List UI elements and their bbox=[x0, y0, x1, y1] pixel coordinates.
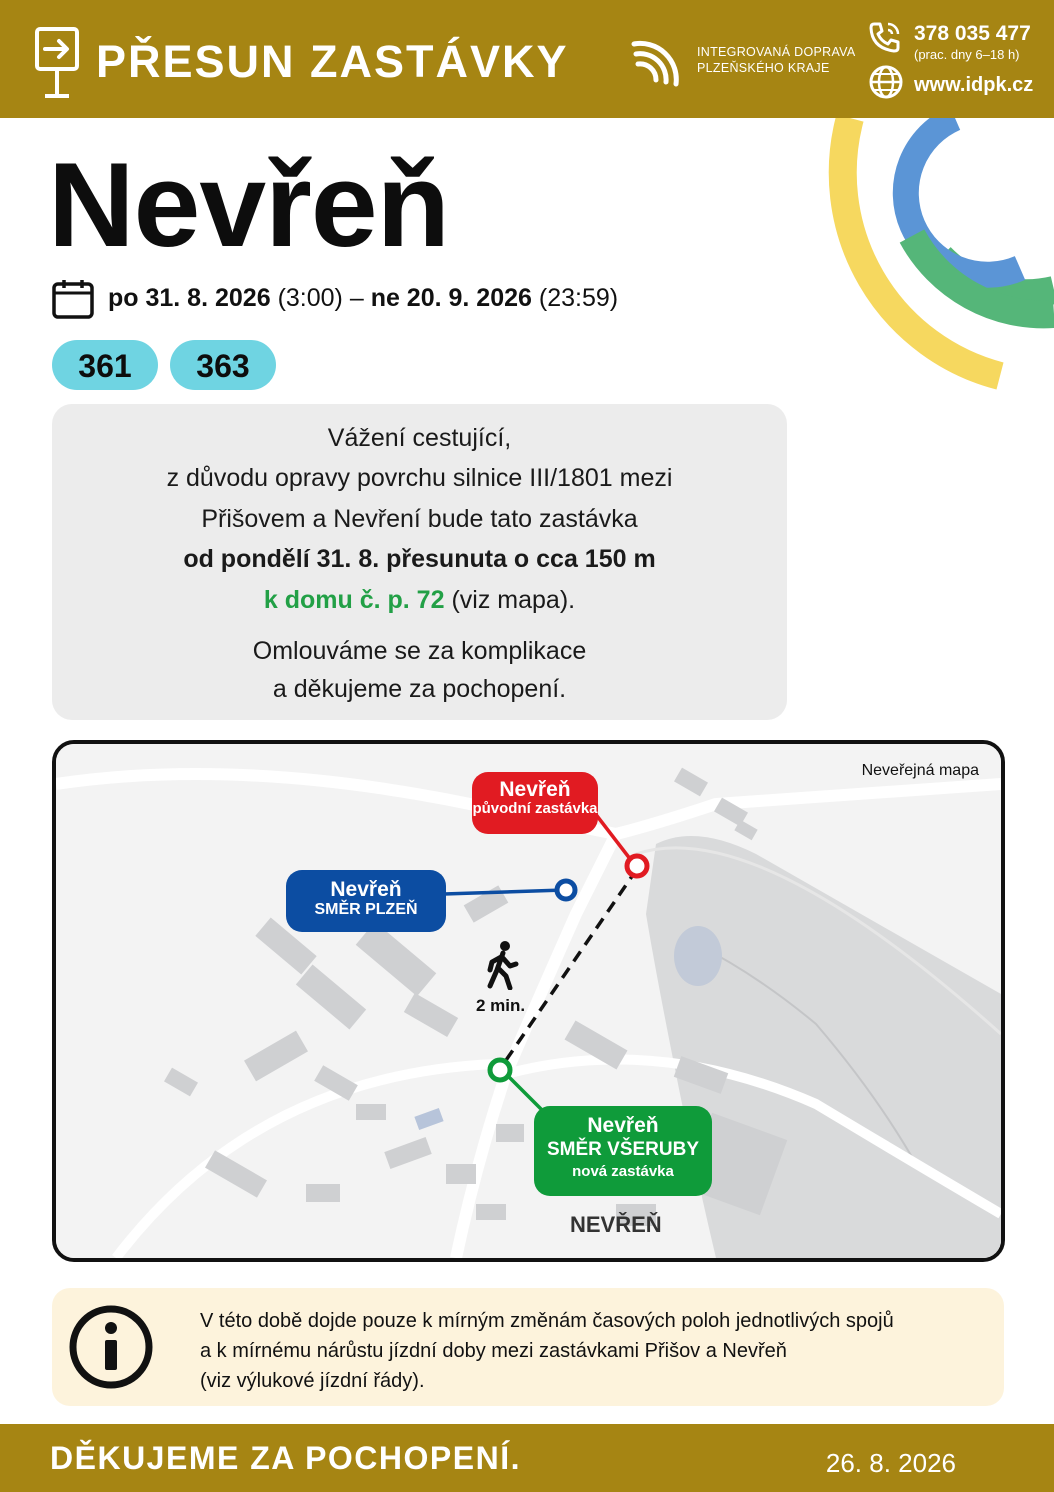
from-time: (3:00) bbox=[277, 284, 343, 312]
stop-plzen-label bbox=[286, 870, 446, 932]
date-dash: – bbox=[349, 284, 364, 312]
stop-name: Nevřeň bbox=[48, 138, 449, 272]
notice-line-2: z důvodu opravy povrchu silnice III/1801 mezi bbox=[166, 464, 673, 492]
footer-date: 26. 8. 2026 bbox=[825, 1448, 956, 1478]
new-stop-sublabel: nová zastávka bbox=[572, 1162, 674, 1180]
website-link[interactable]: www.idpk.cz bbox=[914, 74, 1034, 96]
from-date: po 31. 8. 2026 bbox=[108, 284, 271, 312]
phone-hours: (prac. dny 6–18 h) bbox=[914, 47, 1020, 62]
original-stop-label bbox=[472, 772, 598, 834]
notice-line-5 bbox=[52, 586, 787, 615]
info-icon bbox=[68, 1304, 154, 1390]
notice-line-6: Omlouváme se za komplikace bbox=[252, 637, 587, 665]
logo-line-1: INTEGROVANÁ DOPRAVA bbox=[697, 45, 856, 59]
line-badge-361: 361 bbox=[52, 340, 158, 390]
original-stop-sublabel: původní zastávka bbox=[472, 800, 598, 818]
idpk-logo-text bbox=[697, 44, 856, 76]
to-date: ne 20. 9. 2026 bbox=[370, 284, 532, 312]
stop-plzen-name: Nevřeň bbox=[330, 878, 402, 901]
decorative-arcs bbox=[800, 118, 1054, 398]
logo-line-2: PLZEŇSKÉHO KRAJE bbox=[697, 61, 830, 75]
stop-plzen-direction: SMĚR PLZEŇ bbox=[314, 901, 418, 919]
notice-line-7: a děkujeme za pochopení. bbox=[272, 675, 567, 703]
footer-bar bbox=[0, 1424, 1054, 1492]
info-line-1: V této době dojde pouze k mírným změnám časových poloh jednotlivých spojů bbox=[200, 1310, 894, 1332]
new-stop-direction: SMĚR VŠERUBY bbox=[546, 1139, 700, 1161]
new-location-text: k domu č. p. 72 bbox=[263, 586, 445, 614]
calendar-icon bbox=[51, 278, 95, 320]
phone-icon bbox=[868, 20, 902, 54]
notice-line-4: od pondělí 31. 8. přesunuta o cca 150 m bbox=[183, 545, 656, 573]
info-line-2: a k mírnému nárůstu jízdní doby mezi zastávkami Přišov a Nevřeň bbox=[200, 1340, 787, 1362]
notice-line-1: Vážení cestující, bbox=[327, 424, 512, 452]
line-badge-363: 363 bbox=[170, 340, 276, 390]
idpk-logo-icon bbox=[626, 30, 688, 92]
new-stop-name: Nevřeň bbox=[587, 1114, 659, 1137]
map-note: Neveřejná mapa bbox=[861, 762, 979, 779]
notice-box bbox=[52, 404, 787, 720]
info-line-3: (viz výlukové jízdní řády). bbox=[200, 1370, 425, 1392]
map-panel bbox=[52, 740, 1005, 1262]
walk-time: 2 min. bbox=[476, 996, 526, 1015]
village-label: NEVŘEŇ bbox=[570, 1212, 662, 1237]
info-box bbox=[52, 1288, 1004, 1406]
to-time: (23:59) bbox=[538, 284, 619, 312]
info-text bbox=[200, 1306, 894, 1396]
notice-line-3: Přišovem a Nevření bude tato zastávka bbox=[201, 505, 638, 533]
notice-line-5-rest: (viz mapa). bbox=[451, 586, 576, 614]
validity-dates bbox=[108, 284, 618, 313]
phone-number: 378 035 477 bbox=[914, 22, 1031, 45]
sign-arrow-icon bbox=[34, 26, 80, 100]
walking-person-icon bbox=[484, 940, 520, 990]
original-stop-name: Nevřeň bbox=[499, 778, 571, 801]
globe-icon bbox=[868, 64, 904, 100]
header-title: PŘESUN ZASTÁVKY bbox=[96, 36, 569, 87]
new-stop-label bbox=[534, 1106, 712, 1196]
header-bar bbox=[0, 0, 1054, 118]
footer-thanks: DĚKUJEME ZA POCHOPENÍ. bbox=[50, 1440, 521, 1476]
